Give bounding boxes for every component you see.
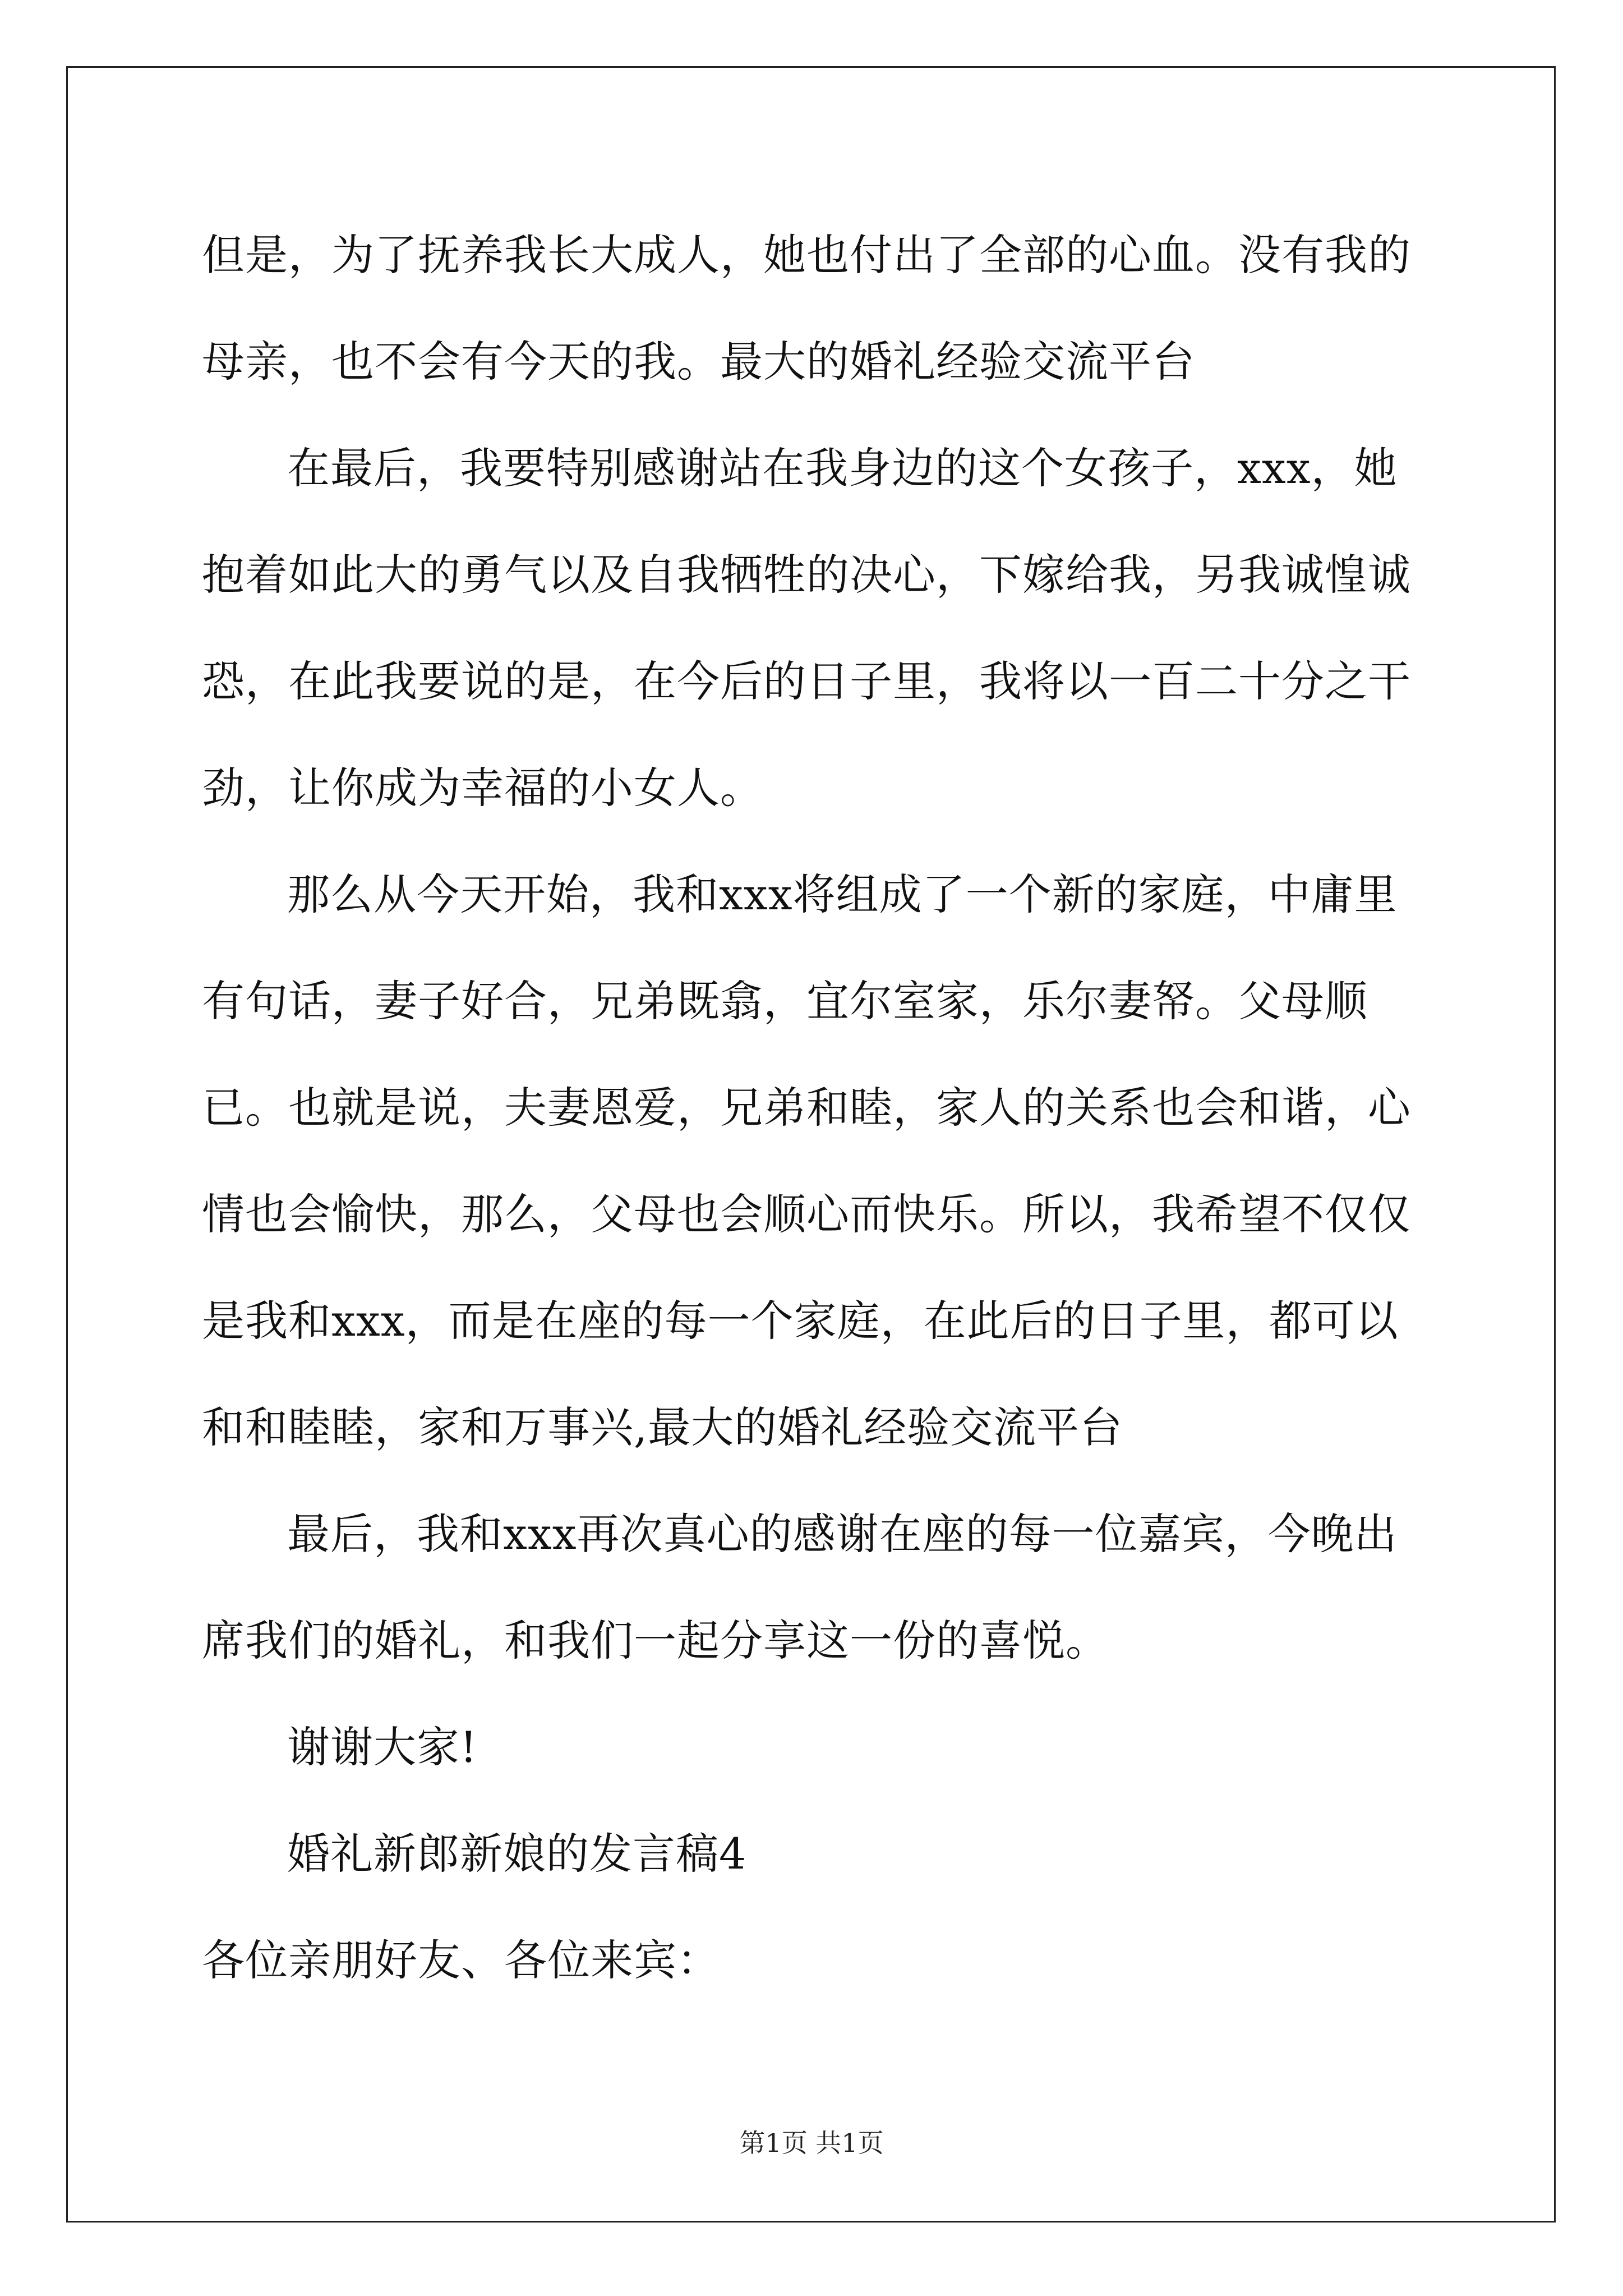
paragraph: 谢谢大家!	[287, 1722, 478, 1772]
page-footer: 第1页 共1页	[739, 2128, 884, 2158]
document-body	[202, 202, 1424, 2014]
paragraph: 但是，为了抚养我长大成人，她也付出了全部的心血。没有我的母亲，也不会有今天的我。最大的婚礼经验交流平台	[202, 230, 1411, 386]
section-heading: 婚礼新郎新娘的发言稿4	[287, 1829, 747, 1879]
paragraph: 那么从今天开始，我和xxx将组成了一个新的家庭，中庸里有句话，妻子好合，兄弟既翕，宜尔室家，乐尔妻帑。父母顺已。也就是说，夫妻恩爱，兄弟和睦，家人的关系也会和谐，心情也会愉快，那么，父母也会顺心而快乐。所以，我希望不仅仅是我和xxx，而是在座的每一个家庭，在此后的日子里，都可以和和睦睦，家和万事兴,最大的婚礼经验交流平台	[202, 869, 1411, 1452]
paragraph: 最后，我和xxx再次真心的感谢在座的每一位嘉宾，今晚出席我们的婚礼，和我们一起分享这一份的喜悦。	[202, 1509, 1398, 1665]
salutation: 各位亲朋好友、各位来宾：	[202, 1935, 720, 1985]
paragraph: 在最后，我要特别感谢站在我身边的这个女孩子，xxx，她抱着如此大的勇气以及自我牺牲的决心，下嫁给我，另我诚惶诚恐，在此我要说的是，在今后的日子里，我将以一百二十分之干劲，让你成为幸福的小女人。	[202, 443, 1411, 813]
